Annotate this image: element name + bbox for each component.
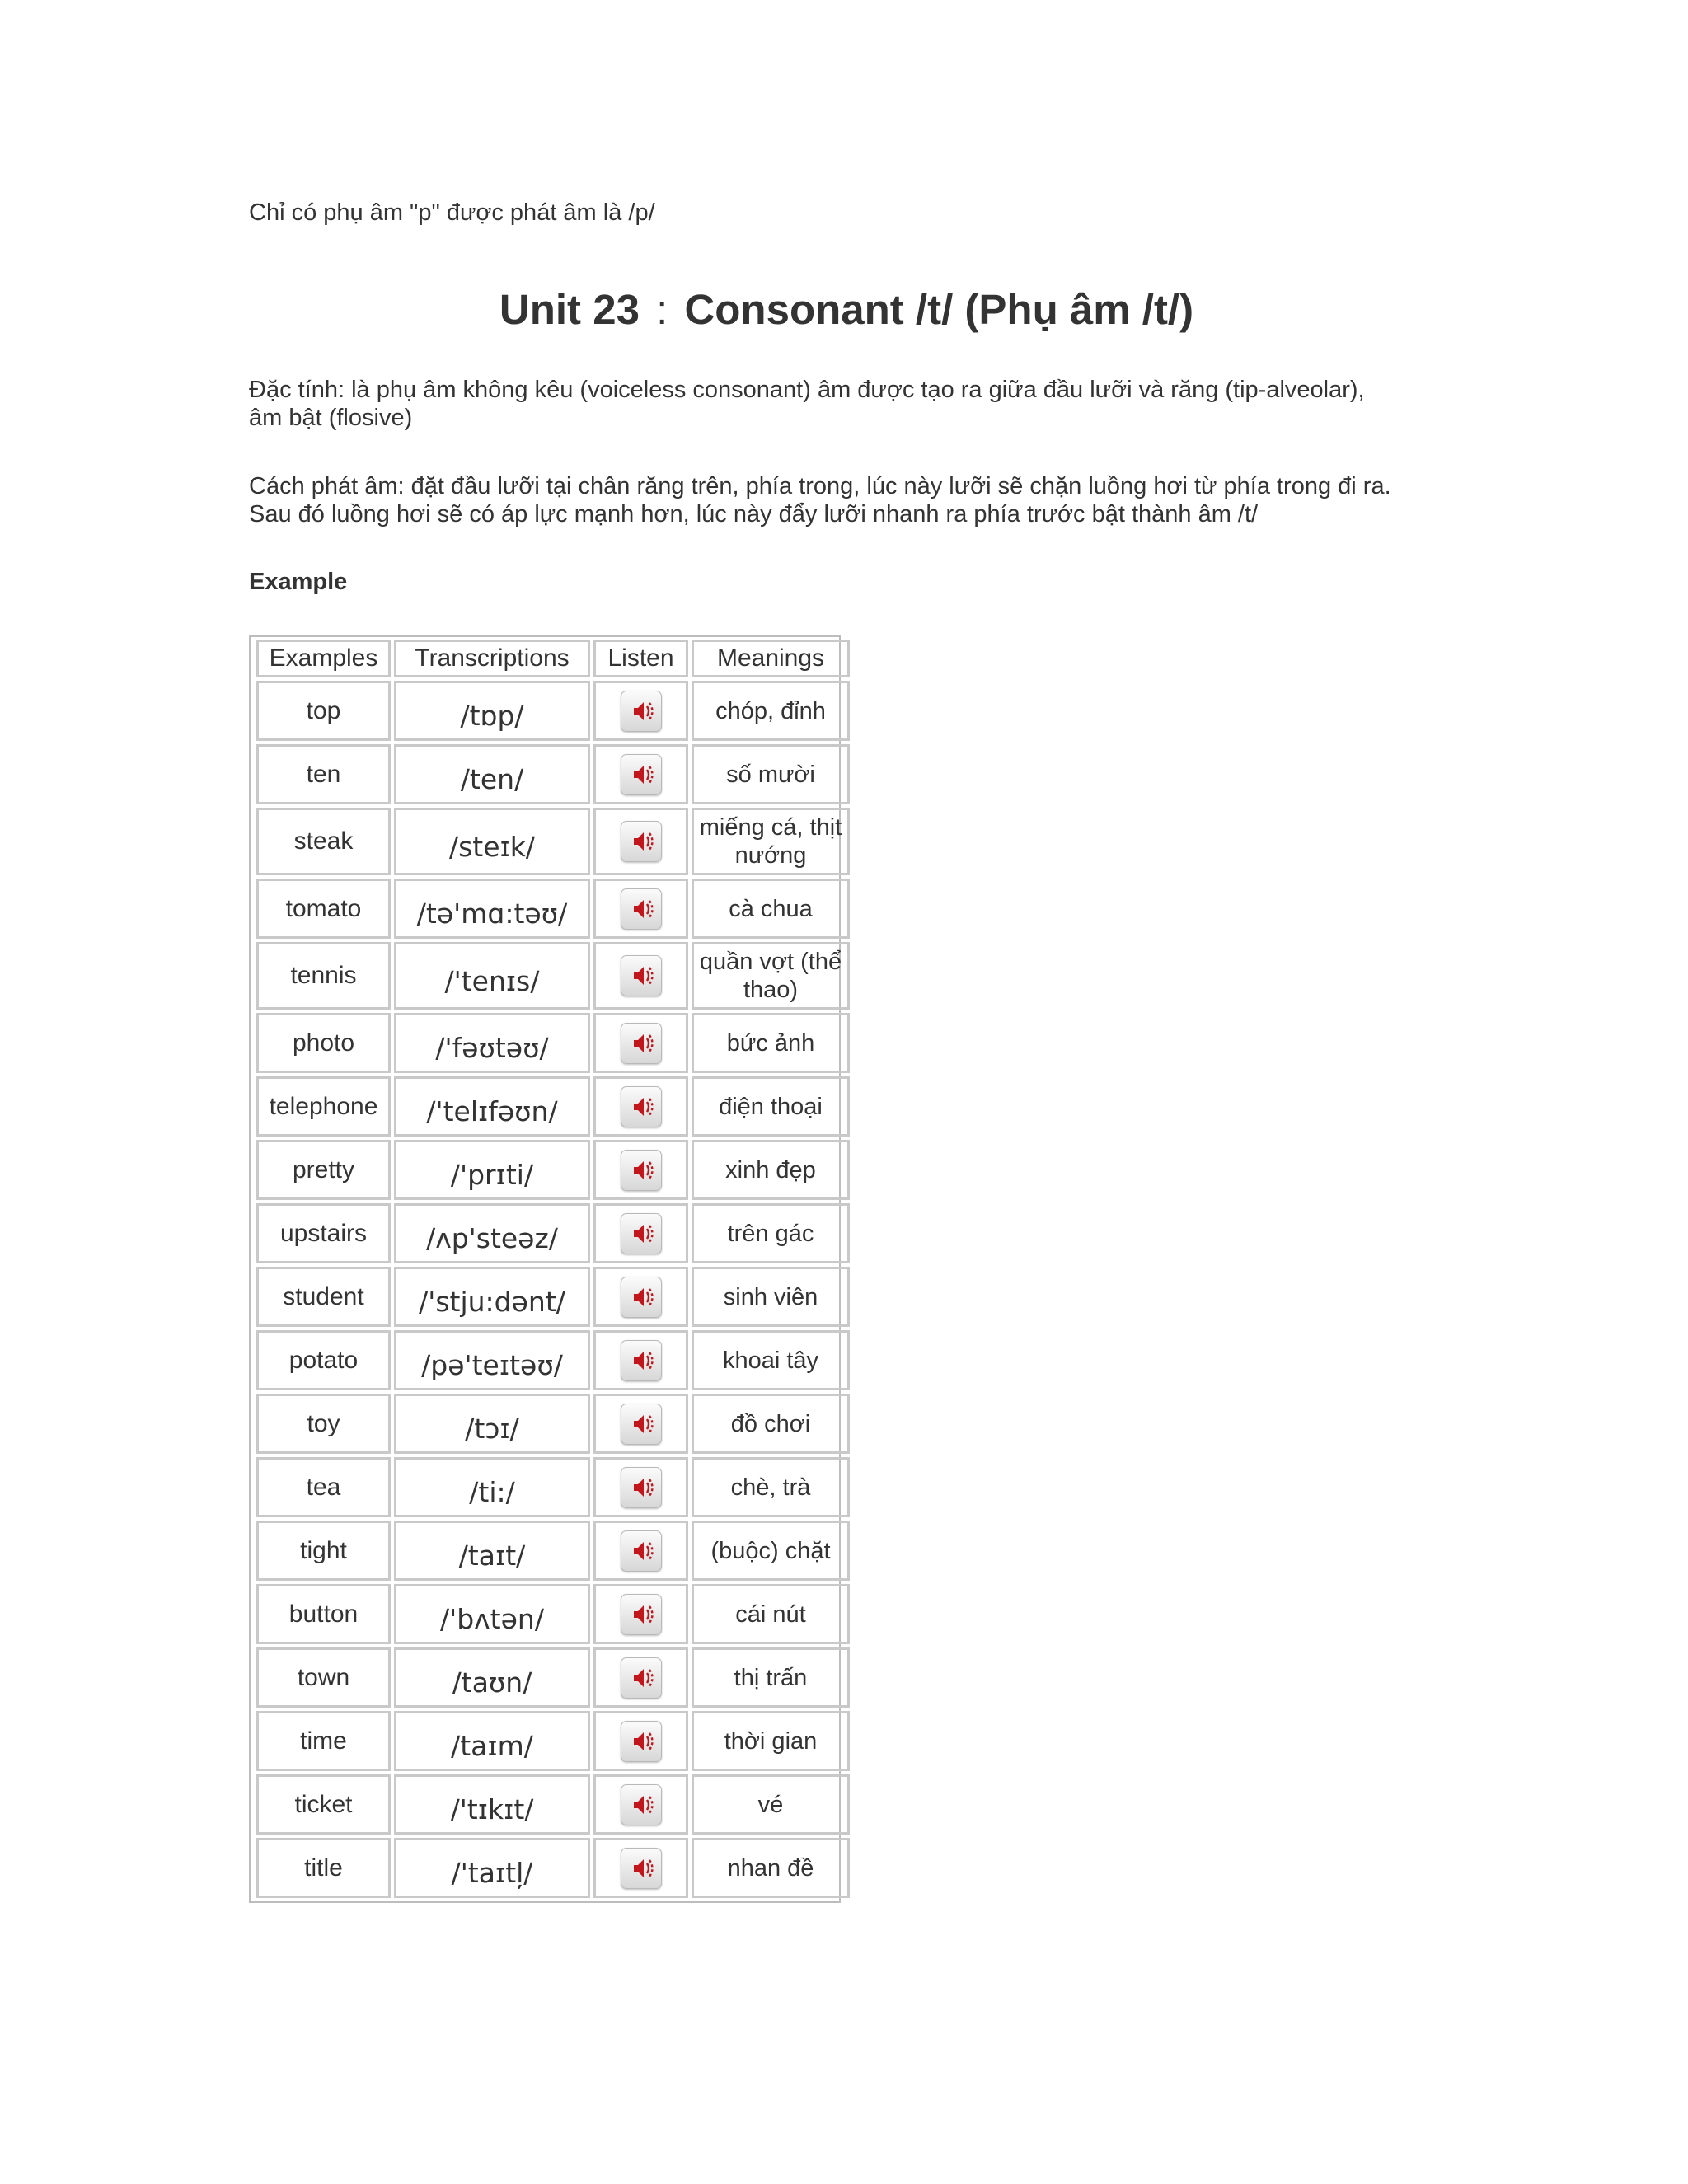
transcription: /taʊn/ xyxy=(394,1647,590,1708)
play-audio-button[interactable] xyxy=(621,1213,662,1254)
example-word: ticket xyxy=(256,1774,391,1835)
listen-cell xyxy=(593,1774,688,1835)
header-examples: Examples xyxy=(256,640,391,677)
play-audio-button[interactable] xyxy=(621,754,662,795)
example-word: photo xyxy=(256,1013,391,1073)
transcription: /tə'mɑ:təʊ/ xyxy=(394,879,590,939)
meaning: sinh viên xyxy=(692,1267,850,1327)
transcription: /ʌp'steəz/ xyxy=(394,1203,590,1263)
example-word: time xyxy=(256,1711,391,1771)
speaker-icon xyxy=(621,755,661,794)
table-row xyxy=(256,1521,850,1581)
table-row xyxy=(256,1140,850,1200)
transcription: /ti:/ xyxy=(394,1457,590,1517)
unit-title-text: Consonant /t/ (Phụ âm /t/) xyxy=(684,286,1194,333)
table-row xyxy=(256,681,850,741)
table-header-row xyxy=(256,640,850,677)
play-audio-button[interactable] xyxy=(621,1277,662,1318)
table-body xyxy=(256,681,850,1898)
table-row xyxy=(256,1774,850,1835)
listen-cell xyxy=(593,1394,688,1454)
speaker-icon xyxy=(621,822,661,861)
listen-cell xyxy=(593,744,688,804)
speaker-icon xyxy=(621,1658,661,1698)
speaker-icon xyxy=(621,1785,661,1825)
transcription: /taɪt/ xyxy=(394,1521,590,1581)
table-row xyxy=(256,1330,850,1390)
play-audio-button[interactable] xyxy=(621,1657,662,1699)
speaker-icon xyxy=(621,1087,661,1127)
play-audio-button[interactable] xyxy=(621,1594,662,1635)
play-audio-button[interactable] xyxy=(621,1467,662,1508)
play-audio-button[interactable] xyxy=(621,1784,662,1825)
transcription: /'tɪkɪt/ xyxy=(394,1774,590,1835)
listen-cell xyxy=(593,1140,688,1200)
example-heading: Example xyxy=(249,569,348,595)
example-word: ten xyxy=(256,744,391,804)
features-line-1: Đặc tính: là phụ âm không kêu (voiceless consonant) âm được tạo ra giữa đầu lưỡi và răng (tip-alveolar), xyxy=(249,377,1365,403)
play-audio-button[interactable] xyxy=(621,1150,662,1191)
listen-cell xyxy=(593,1013,688,1073)
example-word: town xyxy=(256,1647,391,1708)
speaker-icon xyxy=(621,1404,661,1444)
table-row xyxy=(256,1647,850,1708)
play-audio-button[interactable] xyxy=(621,955,662,996)
meaning: quần vợt (thể thao) xyxy=(692,942,850,1010)
speaker-icon xyxy=(621,1277,661,1317)
meaning: xinh đẹp xyxy=(692,1140,850,1200)
intro-text: Chỉ có phụ âm "p" được phát âm là /p/ xyxy=(249,199,655,226)
table-row xyxy=(256,744,850,804)
meaning: miếng cá, thịt nướng xyxy=(692,808,850,875)
unit-label: Unit xyxy=(499,286,582,333)
speaker-icon xyxy=(621,1214,661,1254)
meaning: số mười xyxy=(692,744,850,804)
example-word: title xyxy=(256,1838,391,1898)
transcription: /steɪk/ xyxy=(394,808,590,875)
meaning: vé xyxy=(692,1774,850,1835)
transcription: /tɔɪ/ xyxy=(394,1394,590,1454)
examples-table-frame xyxy=(249,635,841,1903)
transcription: /'fəʊtəʊ/ xyxy=(394,1013,590,1073)
unit-number: 23 xyxy=(593,286,640,333)
example-word: tea xyxy=(256,1457,391,1517)
table-row xyxy=(256,1838,850,1898)
example-word: button xyxy=(256,1584,391,1644)
listen-cell xyxy=(593,1647,688,1708)
meaning: bức ảnh xyxy=(692,1013,850,1073)
meaning: chóp, đỉnh xyxy=(692,681,850,741)
listen-cell xyxy=(593,1203,688,1263)
example-word: student xyxy=(256,1267,391,1327)
play-audio-button[interactable] xyxy=(621,691,662,732)
listen-cell xyxy=(593,1521,688,1581)
title-separator: : xyxy=(656,286,668,333)
speaker-icon xyxy=(621,1722,661,1761)
listen-cell xyxy=(593,1711,688,1771)
meaning: thị trấn xyxy=(692,1647,850,1708)
listen-cell xyxy=(593,681,688,741)
header-meanings: Meanings xyxy=(692,640,850,677)
play-audio-button[interactable] xyxy=(621,1340,662,1381)
table-row xyxy=(256,1013,850,1073)
header-transcriptions: Transcriptions xyxy=(394,640,590,677)
example-word: top xyxy=(256,681,391,741)
table-row xyxy=(256,1457,850,1517)
table-row xyxy=(256,808,850,875)
meaning: thời gian xyxy=(692,1711,850,1771)
meaning: nhan đề xyxy=(692,1838,850,1898)
features-line-2: âm bật (flosive) xyxy=(249,405,413,431)
table-row xyxy=(256,1584,850,1644)
play-audio-button[interactable] xyxy=(621,1086,662,1127)
listen-cell xyxy=(593,1076,688,1137)
listen-cell xyxy=(593,1330,688,1390)
speaker-icon xyxy=(621,691,661,731)
speaker-icon xyxy=(621,889,661,929)
pronunciation-line-1: Cách phát âm: đặt đầu lưỡi tại chân răng trên, phía trong, lúc này lưỡi sẽ chặn luồng hơi từ phía trong đi ra. xyxy=(249,473,1391,499)
table-row xyxy=(256,879,850,939)
meaning: đồ chơi xyxy=(692,1394,850,1454)
transcription: /pə'teɪtəʊ/ xyxy=(394,1330,590,1390)
features-paragraph xyxy=(249,376,1365,432)
table-row xyxy=(256,1711,850,1771)
speaker-icon xyxy=(621,1595,661,1634)
transcription: /taɪm/ xyxy=(394,1711,590,1771)
play-audio-button[interactable] xyxy=(621,1721,662,1762)
transcription: /ten/ xyxy=(394,744,590,804)
example-word: telephone xyxy=(256,1076,391,1137)
speaker-icon xyxy=(621,1024,661,1063)
meaning: trên gác xyxy=(692,1203,850,1263)
listen-cell xyxy=(593,942,688,1010)
meaning: khoai tây xyxy=(692,1330,850,1390)
meaning: (buộc) chặt xyxy=(692,1521,850,1581)
transcription: /'taɪtļ/ xyxy=(394,1838,590,1898)
transcription: /'stju:dənt/ xyxy=(394,1267,590,1327)
pronunciation-paragraph xyxy=(249,472,1391,528)
table-row xyxy=(256,1076,850,1137)
table-row xyxy=(256,1394,850,1454)
example-word: upstairs xyxy=(256,1203,391,1263)
meaning: chè, trà xyxy=(692,1457,850,1517)
pronunciation-line-2: Sau đó luồng hơi sẽ có áp lực mạnh hơn, lúc này đẩy lưỡi nhanh ra phía trước bật thành âm /t/ xyxy=(249,501,1259,527)
meaning: cái nút xyxy=(692,1584,850,1644)
meaning: cà chua xyxy=(692,879,850,939)
play-audio-button[interactable] xyxy=(621,1530,662,1572)
speaker-icon xyxy=(621,1849,661,1888)
transcription: /'bʌtən/ xyxy=(394,1584,590,1644)
example-word: toy xyxy=(256,1394,391,1454)
listen-cell xyxy=(593,879,688,939)
listen-cell xyxy=(593,808,688,875)
listen-cell xyxy=(593,1267,688,1327)
play-audio-button[interactable] xyxy=(621,1848,662,1889)
listen-cell xyxy=(593,1457,688,1517)
table-row xyxy=(256,1267,850,1327)
header-listen: Listen xyxy=(593,640,688,677)
speaker-icon xyxy=(621,1531,661,1571)
example-word: potato xyxy=(256,1330,391,1390)
examples-table xyxy=(253,636,853,1901)
page-title xyxy=(249,284,1444,335)
play-audio-button[interactable] xyxy=(621,821,662,862)
listen-cell xyxy=(593,1838,688,1898)
listen-cell xyxy=(593,1584,688,1644)
speaker-icon xyxy=(621,1151,661,1190)
meaning: điện thoại xyxy=(692,1076,850,1137)
example-word: tight xyxy=(256,1521,391,1581)
transcription: /tɒp/ xyxy=(394,681,590,741)
speaker-icon xyxy=(621,1468,661,1507)
example-word: pretty xyxy=(256,1140,391,1200)
transcription: /'tenɪs/ xyxy=(394,942,590,1010)
table-row xyxy=(256,1203,850,1263)
table-row xyxy=(256,942,850,1010)
play-audio-button[interactable] xyxy=(621,1404,662,1445)
example-word: steak xyxy=(256,808,391,875)
example-word: tennis xyxy=(256,942,391,1010)
example-word: tomato xyxy=(256,879,391,939)
play-audio-button[interactable] xyxy=(621,1023,662,1064)
speaker-icon xyxy=(621,1341,661,1380)
transcription: /'telɪfəʊn/ xyxy=(394,1076,590,1137)
transcription: /'prɪti/ xyxy=(394,1140,590,1200)
play-audio-button[interactable] xyxy=(621,888,662,930)
speaker-icon xyxy=(621,956,661,996)
